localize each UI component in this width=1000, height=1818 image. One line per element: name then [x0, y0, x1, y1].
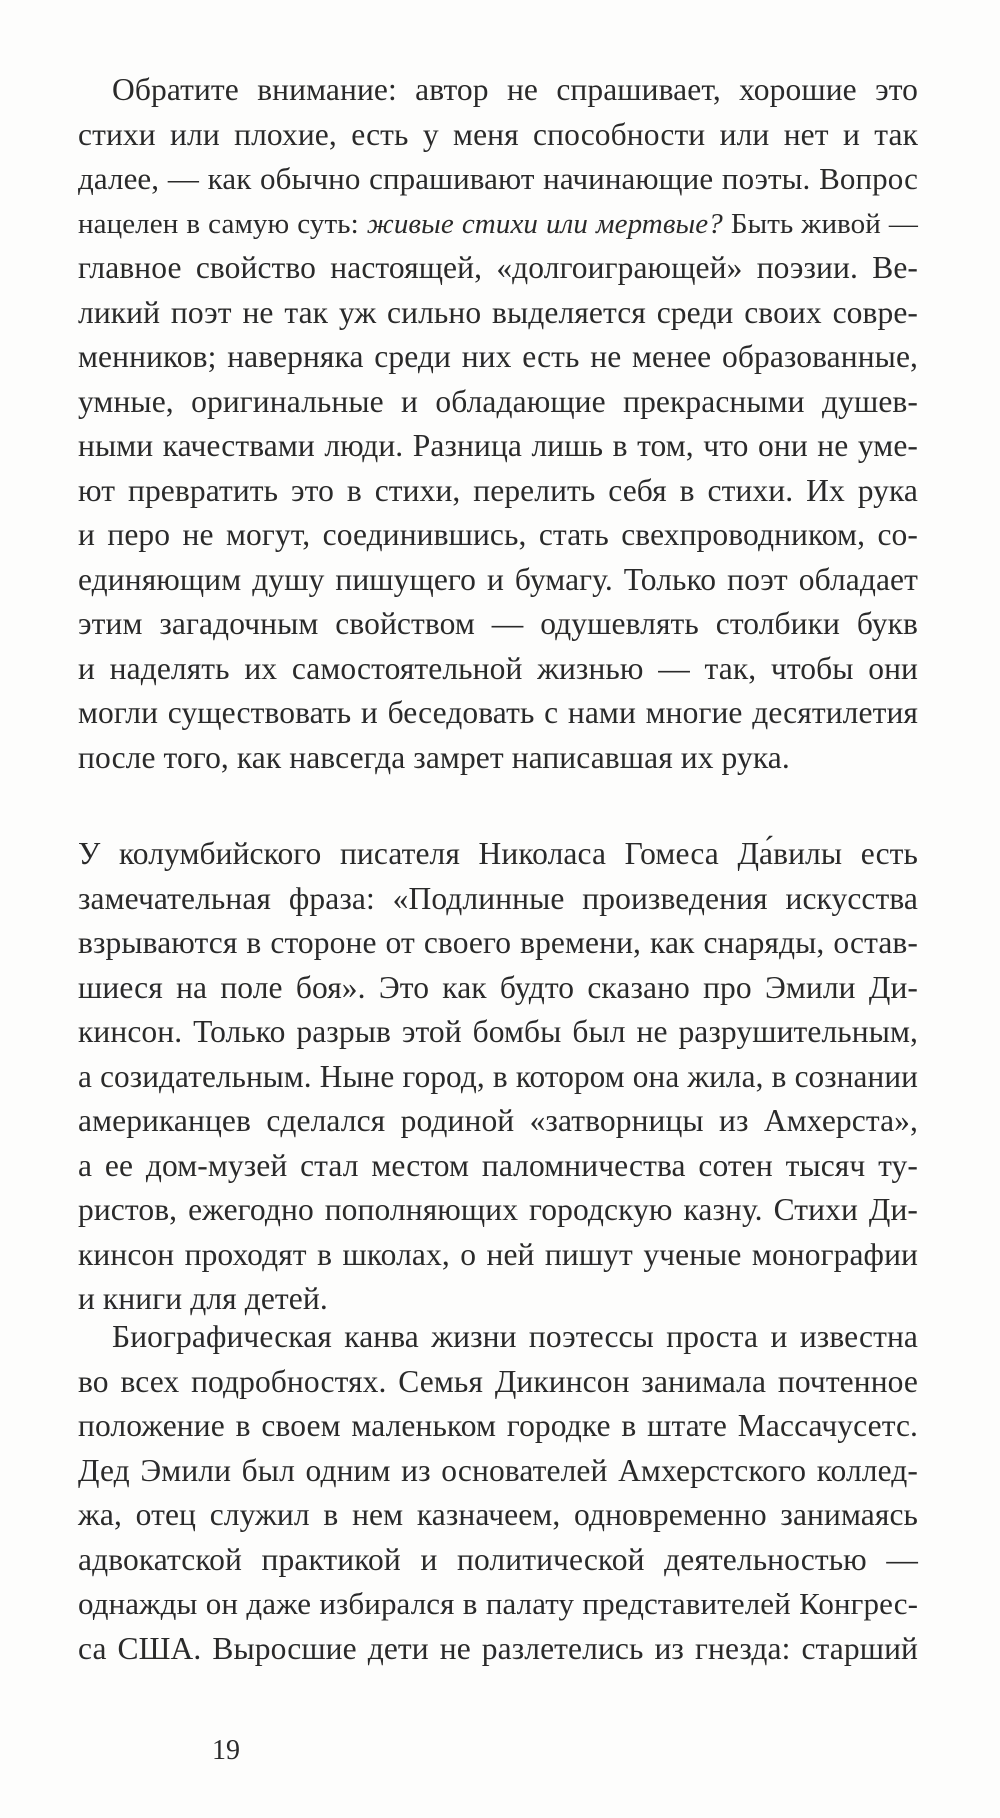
text-line: и наделять их самостоятельной жизнью — так, чтобы они: [78, 650, 918, 686]
text-line: шиеся на поле боя». Это как будто сказано про Эмили Ди-: [78, 969, 918, 1005]
text-line: ными качествами люди. Разница лишь в том, что они не уме-: [78, 428, 918, 463]
text-line: могли существовать и беседовать с нами многие десятилетия: [78, 695, 918, 730]
text-line: этим загадочным свойством — одушевлять столбики букв: [78, 606, 918, 641]
text-line: Обратите внимание: автор не спрашивает, хорошие это: [112, 72, 918, 107]
text-line-with-italic: [78, 202, 918, 247]
text-line: стихи или плохие, есть у меня способности или нет и так: [78, 116, 918, 152]
text-line: адвокатской практикой и политической деятельностью —: [78, 1541, 918, 1577]
text-line: умные, оригинальные и обладающие прекрасными душев-: [78, 383, 918, 419]
text-line: после того, как навсегда замрет написавшая их рука.: [78, 739, 790, 775]
text-line: американцев сделался родиной «затворницы из Амхерста»,: [78, 1103, 918, 1138]
text-line: менников; наверняка среди них есть не менее образованные,: [78, 339, 918, 374]
text-line: далее, — как обычно спрашивают начинающие поэты. Вопрос: [78, 161, 918, 196]
text-line: замечательная фраза: «Подлинные произведения искусства: [78, 880, 918, 916]
text-line: взрываются в стороне от своего времени, как снаряды, остав-: [78, 925, 918, 960]
text-line: а ее дом-музей стал местом паломничества сотен тысяч ту-: [78, 1147, 918, 1183]
text-line: кинсон. Только разрыв этой бомбы был не разрушительным,: [78, 1014, 918, 1049]
text-line: кинсон проходят в школах, о ней пишут ученые монографии: [78, 1236, 918, 1272]
text-line: ют превратить это в стихи, перелить себя в стихи. Их рука: [78, 472, 918, 508]
text-segment: нацелен в самую суть:: [78, 207, 367, 240]
text-line: и перо не могут, соединившись, стать свехпроводником, со-: [78, 517, 918, 552]
text-line: единяющим душу пишущего и бумагу. Только поэт обладает: [78, 561, 918, 597]
paragraph-3: [78, 1315, 918, 1671]
text-line: положение в своем маленьком городке в штате Массачусетс.: [78, 1408, 918, 1443]
text-line: са США. Выросшие дети не разлетелись из гнезда: старший: [78, 1630, 918, 1666]
text-line: во всех подробностях. Семья Дикинсон занимала почтенное: [78, 1363, 918, 1399]
text-line: Дед Эмили был одним из основателей Амхерстского коллед-: [78, 1452, 918, 1488]
page-number: 19: [212, 1735, 240, 1766]
paragraph-1: [78, 68, 918, 780]
text-line: однажды он даже избирался в палату представителей Конгрес-: [78, 1586, 918, 1621]
text-line: У колумбийского писателя Николаса Гомеса Да́вилы есть: [78, 836, 918, 871]
text-line: главное свойство настоящей, «долгоиграющей» поэзии. Ве-: [78, 250, 918, 285]
text-line: и книги для детей.: [78, 1281, 328, 1316]
text-line: ристов, ежегодно пополняющих городскую казну. Стихи Ди-: [78, 1192, 918, 1227]
italic-phrase: живые стихи или мертвые?: [366, 207, 723, 240]
text-line: Биографическая канва жизни поэтессы проста и известна: [112, 1319, 918, 1354]
text-segment: Быть живой —: [722, 207, 918, 240]
paragraph-2: [78, 832, 918, 1322]
text-line: ликий поэт не так уж сильно выделяется среди своих совре-: [78, 294, 918, 330]
text-line: жа, отец служил в нем казначеем, одновременно занимаясь: [78, 1497, 918, 1532]
text-line: а созидательным. Ныне город, в котором она жила, в сознании: [78, 1058, 918, 1094]
